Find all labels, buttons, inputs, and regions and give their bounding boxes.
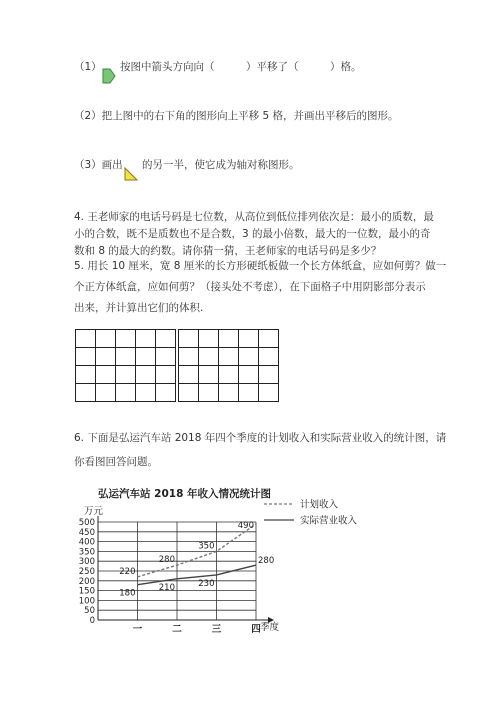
answer-grid-left[interactable] [75,329,176,402]
chart-data-label: 280 [158,555,175,566]
chart-title: 弘运汽车站 2018 年收入情况统计图 [98,488,272,500]
sub-question-3-text: 的另一半，使它成为轴对称图形。 [142,159,300,171]
question-6-line: 6. 下面是弘运汽车站 2018 年四个季度的计划收入和实际营业收入的统计图，请 [74,432,447,444]
chart-y-tick-label: 400 [78,537,95,548]
chart-x-ticks [133,624,262,635]
question-4-line: 4. 王老师家的电话号码是七位数，从高位到低位排列依次是：最小的质数，最 [74,211,434,223]
chart-x-tick-label: 一 [132,624,143,635]
chart-series-group [119,521,274,599]
chart-y-tick-label: 0 [89,616,95,626]
question-5-line: 个正方体纸盒，应如何剪？（接头处不考虑），在下面格子中用阴影部分表示 [74,281,426,293]
question-5-line: 5. 用长 10 厘米，宽 8 厘米的长方形硬纸板做一个长方体纸盒，应如何剪？做一 [74,260,447,272]
chart-legend-label: 实际营业收入 [300,515,358,527]
question-4-line: 小的合数，既不是质数也不是合数，3 的最小倍数，最大的一位数，最小的奇 [74,228,431,240]
sub-question-1-label: （1） [74,61,102,73]
chart-data-label: 180 [119,588,136,599]
chart-y-tick-label: 100 [78,596,95,607]
question-5-line: 出来，并计算出它们的体积. [74,302,204,314]
sub-question-2: （2）把上图中的右下角的图形向上平移 5 格，并画出平移后的图形。 [74,110,399,122]
chart-x-tick-label: 三 [211,624,222,635]
sub-question-3-label: （3）画出 [74,159,123,171]
chart-y-axis-label: 万元 [84,506,104,517]
answer-grid-right[interactable] [178,329,279,402]
chart-legend-label: 计划收入 [300,499,339,511]
triangle-half-shape [124,167,138,181]
chart-y-ticks [79,518,95,626]
question-6-line: 你看图回答问题。 [74,456,158,468]
question-6 [74,426,446,474]
question-4-line: 数和 8 的最大的约数。请你猜一猜，王老师家的电话号码是多少？ [74,245,382,257]
income-line-chart [78,484,378,642]
chart-data-label: 220 [119,566,136,577]
chart-data-label: 490 [237,520,254,531]
chart-data-label: 350 [198,541,215,552]
chart-y-tick-label: 150 [78,586,95,597]
chart-series-line [138,565,257,585]
chart-x-tick-label: 四 [251,624,261,635]
question-5 [74,256,446,319]
chart-y-tick-label: 50 [84,606,95,617]
chart-y-tick-label: 250 [78,567,95,577]
chart-y-tick-label: 350 [78,547,95,558]
chart-y-tick-label: 300 [78,557,95,568]
chart-legend [264,499,358,527]
chart-y-tick-label: 200 [78,576,95,587]
chart-x-axis-label: 季度 [260,622,280,633]
chart-y-tick-label: 450 [78,527,95,538]
chart-x-tick-label: 二 [172,624,182,635]
chart-data-label: 210 [158,582,175,593]
chart-y-tick-label: 500 [78,518,95,528]
chart-data-label: 280 [258,556,275,567]
sub-question-1-text: 按图中箭头方向向（ ）平移了（ ）格。 [120,61,362,73]
arrow-pentagon-shape [102,68,116,84]
chart-data-label: 230 [198,578,215,589]
question-4 [74,209,434,260]
